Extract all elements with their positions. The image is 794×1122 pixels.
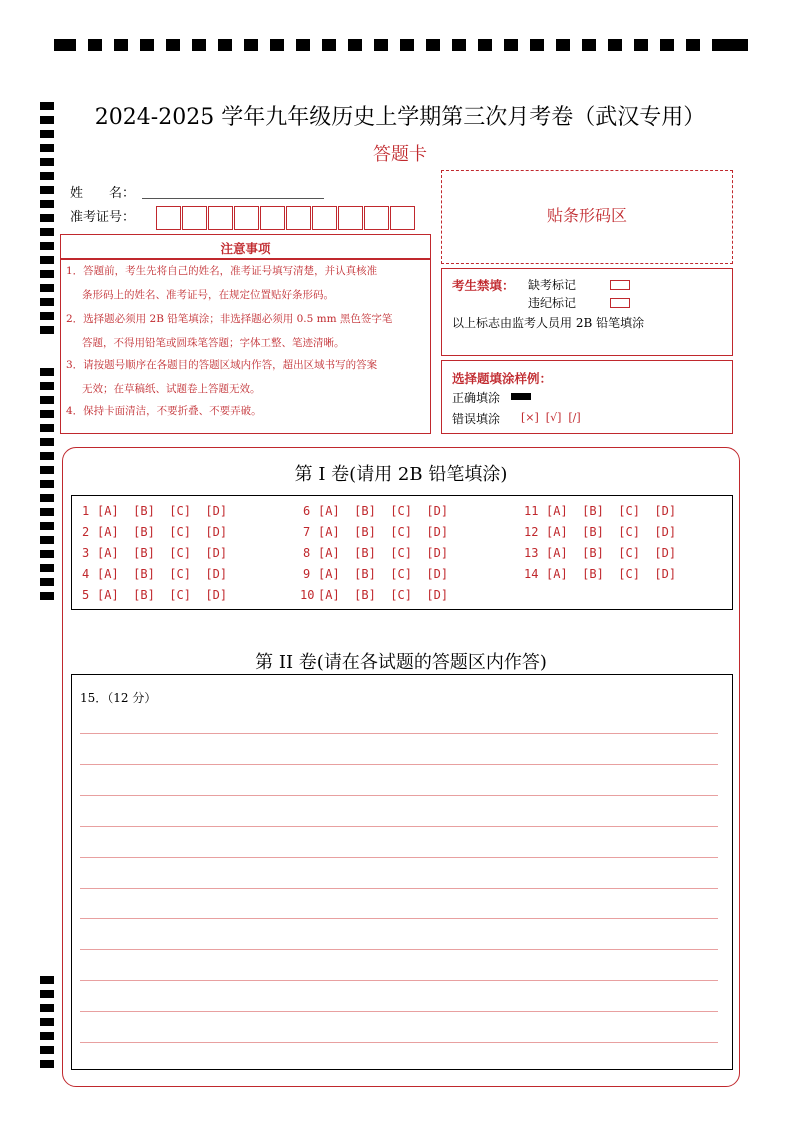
- wrong-fill-label: 错误填涂: [452, 412, 501, 426]
- mc-options[interactable]: [A] [B] [C] [D]: [97, 525, 228, 539]
- mc-number: 6: [303, 504, 311, 518]
- notice-item: 4．保持卡面清洁，不要折叠、不要弄破。: [66, 405, 262, 417]
- fill-example-heading: 选择题填涂样例：: [452, 371, 553, 386]
- question-15-label: 15．（12 分）: [80, 691, 157, 705]
- notice-item: 无效；在草稿纸、试题卷上答题无效。: [82, 383, 261, 395]
- correct-fill-sample: [511, 393, 531, 400]
- notice-heading: 注意事项: [220, 241, 271, 256]
- answer-sheet-subtitle: 答题卡: [373, 144, 427, 165]
- prohibited-note: 以上标志由监考人员用 2B 铅笔填涂: [452, 316, 645, 330]
- mc-number: 4: [82, 567, 90, 581]
- notice-item: 1．答题前，考生先将自己的姓名，准考证号填写清楚，并认真核准: [66, 265, 378, 277]
- mc-number: 5: [82, 588, 90, 602]
- mc-options[interactable]: [A] [B] [C] [D]: [318, 588, 449, 602]
- mc-options[interactable]: [A] [B] [C] [D]: [318, 546, 449, 560]
- absent-mark-box[interactable]: [610, 280, 630, 290]
- mc-options[interactable]: [A] [B] [C] [D]: [318, 525, 449, 539]
- mc-number: 13: [524, 546, 539, 560]
- barcode-label: 贴条形码区: [546, 206, 627, 225]
- mc-number: 14: [524, 567, 539, 581]
- mc-options[interactable]: [A] [B] [C] [D]: [546, 567, 677, 581]
- mc-number: 7: [303, 525, 311, 539]
- mc-number: 11: [524, 504, 539, 518]
- mc-number: 1: [82, 504, 90, 518]
- wrong-fill-samples: [×] [√] [/]: [521, 411, 581, 424]
- mc-number: 2: [82, 525, 90, 539]
- exam-id-label: 准考证号：: [70, 210, 136, 225]
- correct-fill-label: 正确填涂: [452, 391, 501, 405]
- name-field[interactable]: [142, 198, 324, 199]
- violation-label: 违纪标记: [528, 296, 577, 310]
- mc-options[interactable]: [A] [B] [C] [D]: [546, 546, 677, 560]
- mc-options[interactable]: [A] [B] [C] [D]: [97, 588, 228, 602]
- mc-number: 12: [524, 525, 539, 539]
- mc-options[interactable]: [A] [B] [C] [D]: [97, 546, 228, 560]
- notice-item: 答题，不得用铅笔或圆珠笔答题；字体工整、笔迹清晰。: [82, 337, 345, 349]
- mc-options[interactable]: [A] [B] [C] [D]: [97, 567, 228, 581]
- mc-options[interactable]: [A] [B] [C] [D]: [546, 525, 677, 539]
- mc-options[interactable]: [A] [B] [C] [D]: [546, 504, 677, 518]
- section2-heading: 第 II 卷(请在各试题的答题区内作答): [255, 652, 547, 673]
- name-label: 姓 名：: [70, 186, 136, 201]
- mc-number: 9: [303, 567, 311, 581]
- mc-options[interactable]: [A] [B] [C] [D]: [97, 504, 228, 518]
- notice-item: 2．选择题必须用 2B 铅笔填涂；非选择题必须用 0.5 mm 黑色签字笔: [66, 313, 393, 325]
- mc-number: 10: [300, 588, 315, 602]
- notice-item: 条形码上的姓名、准考证号，在规定位置贴好条形码。: [82, 289, 334, 301]
- violation-mark-box[interactable]: [610, 298, 630, 308]
- section1-heading: 第 I 卷(请用 2B 铅笔填涂): [294, 464, 508, 485]
- absent-label: 缺考标记: [528, 278, 577, 292]
- mc-options[interactable]: [A] [B] [C] [D]: [318, 567, 449, 581]
- prohibited-heading: 考生禁填：: [452, 278, 515, 293]
- mc-options[interactable]: [A] [B] [C] [D]: [318, 504, 449, 518]
- exam-title: 2024-2025 学年九年级历史上学期第三次月考卷（武汉专用）: [94, 105, 706, 130]
- mc-number: 8: [303, 546, 311, 560]
- top-timing-marks: [54, 39, 748, 51]
- mc-number: 3: [82, 546, 90, 560]
- notice-item: 3．请按题号顺序在各题目的答题区域内作答，超出区域书写的答案: [66, 359, 378, 371]
